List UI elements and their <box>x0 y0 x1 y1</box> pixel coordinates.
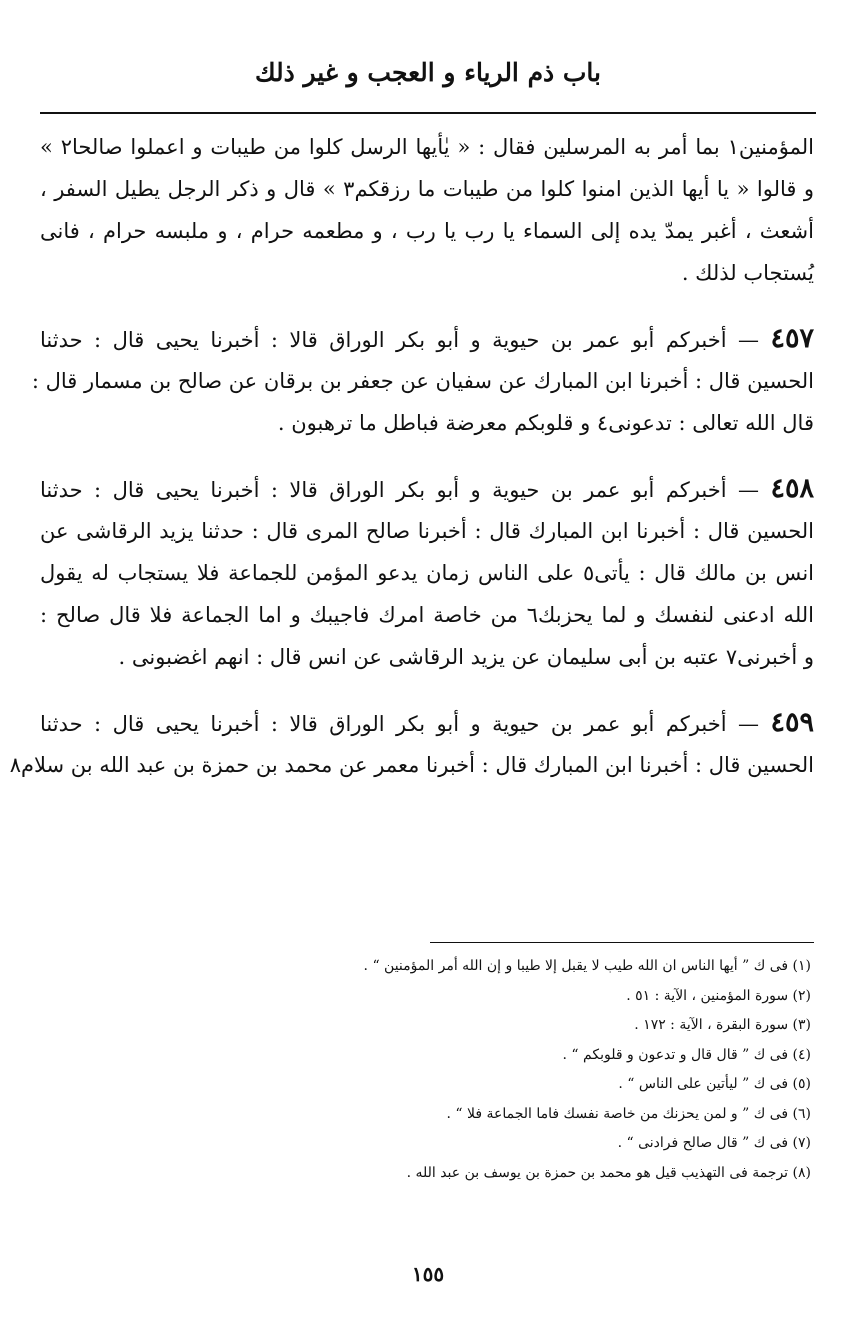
running-header: باب ذم الرياء و العجب و غير ذلك <box>254 58 602 87</box>
footnote-rule <box>430 942 814 943</box>
page-number: ١٥٥ <box>411 1262 445 1286</box>
text-line: الحسين قال : أخبرنا ابن المبارك عن سفيان عن جعفر بن برقان عن صالح بن مسمار قال : <box>31 369 814 393</box>
text-line: و أخبرنى٧ عتبه بن أبى سليمان عن يزيد الرقاشى عن انس قال : انهم اغضبونى . <box>118 645 814 669</box>
hadith-number-458: ٤٥٨ <box>770 473 814 504</box>
footnote: (٥) فى ك ” ليأتين على الناس “ . <box>618 1076 811 1092</box>
text-line: و قالوا « يا أيها الذين امنوا كلوا من طيبات ما رزقكم٣ » قال و ذكر الرجل يطيل السفر ، <box>40 177 814 201</box>
header-rule <box>40 112 816 114</box>
footnote: (٧) فى ك ” قال صالح فرادنى “ . <box>617 1135 811 1151</box>
footnote: (٣) سورة البقرة ، الآية : ١٧٢ . <box>634 1017 811 1033</box>
footnote: (١) فى ك ” أيها الناس ان الله طيب لا يقبل إلا طيبا و إن الله أمر المؤمنين “ . <box>363 958 811 974</box>
main-text <box>9 126 815 786</box>
footnote: (٦) فى ك ” و لمن يحزنك من خاصة نفسك فاما الجماعة فلا “ . <box>446 1105 811 1122</box>
text-line: الحسين قال : أخبرنا ابن المبارك قال : أخبرنا صالح المرى قال : حدثنا يزيد الرقاشى عن <box>40 519 814 543</box>
hadith-number-459: ٤٥٩ <box>770 707 814 738</box>
hadith-458-first-line <box>40 468 814 510</box>
hadith-number-457: ٤٥٧ <box>770 323 814 354</box>
hadith-457-first-line <box>40 318 814 360</box>
text-line: انس بن مالك قال : يأتى٥ على الناس زمان يدعو المؤمن للجماعة فلا يستجاب له يقول <box>40 561 815 585</box>
text-line: يُستجاب لذلك . <box>681 261 814 285</box>
footnote: (٨) ترجمة فى التهذيب قيل هو محمد بن حمزة بن يوسف بن عبد الله . <box>406 1164 811 1181</box>
footnotes <box>40 952 811 1188</box>
footnote: (٤) فى ك ” قال قال و تدعون و قلوبكم “ . <box>562 1046 811 1063</box>
text-line: أشعث ، أغبر يمدّ يده إلى السماء يا رب يا رب ، و مطعمه حرام ، و ملبسه حرام ، فانى <box>40 219 814 243</box>
text-line: قال الله تعالى : تدعونى٤ و قلوبكم معرضة فباطل ما ترهبون . <box>277 411 814 435</box>
hadith-459-opening: — أخبركم أبو عمر بن حيوية و أبو بكر الوراق قالا : أخبرنا يحيى قال : حدثنا <box>40 712 760 736</box>
hadith-458-opening: — أخبركم أبو عمر بن حيوية و أبو بكر الوراق قالا : أخبرنا يحيى قال : حدثنا <box>40 478 760 502</box>
hadith-459-first-line <box>40 702 814 744</box>
footnote: (٢) سورة المؤمنين ، الآية : ٥١ . <box>626 987 811 1004</box>
hadith-457-opening: — أخبركم أبو عمر بن حيوية و أبو بكر الوراق قالا : أخبرنا يحيى قال : حدثنا <box>40 328 760 352</box>
text-line: الله ادعنى لنفسك و لما يحزبك٦ من خاصة امرك فاجيبك و اما الجماعة فلا قال صالح : <box>40 603 814 627</box>
text-line: المؤمنين١ بما أمر به المرسلين فقال : « يٰأيها الرسل كلوا من طيبات و اعملوا صالحا٢ » <box>40 135 814 159</box>
text-line: الحسين قال : أخبرنا ابن المبارك قال : أخبرنا معمر عن محمد بن حمزة بن عبد الله بن سلام٨ <box>9 753 814 777</box>
